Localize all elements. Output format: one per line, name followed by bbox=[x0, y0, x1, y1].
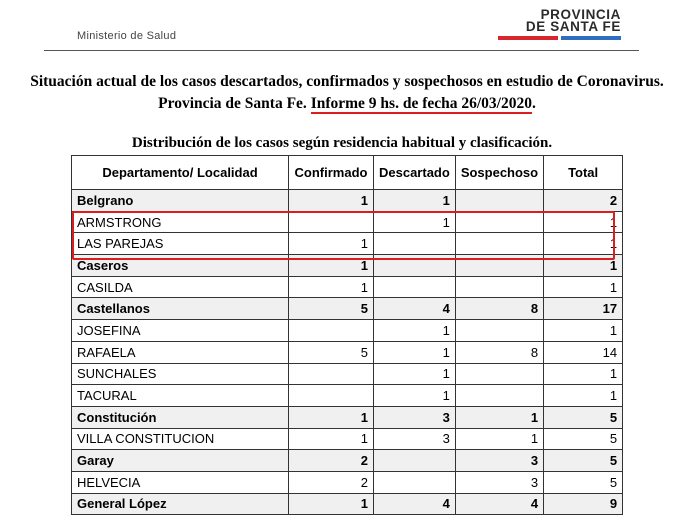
cell-name: ARMSTRONG bbox=[72, 211, 289, 233]
table-subtitle: Distribución de los casos según residencia habitual y clasificación. bbox=[131, 135, 553, 151]
cell-value: 2 bbox=[289, 471, 374, 493]
locality-row bbox=[72, 211, 623, 233]
title-line2 bbox=[0, 93, 694, 115]
province-logo bbox=[496, 9, 621, 40]
locality-row bbox=[72, 428, 623, 450]
cell-value bbox=[455, 363, 543, 385]
cell-value bbox=[289, 320, 374, 342]
cell-value: 1 bbox=[455, 428, 543, 450]
cell-value: 8 bbox=[455, 298, 543, 320]
cell-name: Belgrano bbox=[72, 190, 289, 212]
cell-name: Castellanos bbox=[72, 298, 289, 320]
header-divider bbox=[44, 50, 639, 51]
cell-name: General López bbox=[72, 493, 289, 515]
cell-value: 14 bbox=[544, 341, 623, 363]
cell-value bbox=[455, 233, 543, 255]
cell-value: 1 bbox=[289, 233, 374, 255]
cell-value bbox=[455, 320, 543, 342]
cell-value: 3 bbox=[374, 428, 456, 450]
cell-value bbox=[455, 385, 543, 407]
cell-name: SUNCHALES bbox=[72, 363, 289, 385]
title-line1: Situación actual de los casos descartados, confirmados y sospechosos en estudio de Coronavirus. bbox=[30, 73, 664, 90]
cell-value: 1 bbox=[544, 276, 623, 298]
cell-value bbox=[455, 211, 543, 233]
cell-value: 1 bbox=[289, 428, 374, 450]
cell-value: 5 bbox=[544, 471, 623, 493]
cell-name: VILLA CONSTITUCION bbox=[72, 428, 289, 450]
cell-value: 1 bbox=[544, 233, 623, 255]
cell-name: HELVECIA bbox=[72, 471, 289, 493]
cell-value bbox=[374, 233, 456, 255]
cell-name: LAS PAREJAS bbox=[72, 233, 289, 255]
department-row bbox=[72, 450, 623, 472]
locality-row bbox=[72, 363, 623, 385]
cell-value bbox=[455, 255, 543, 277]
cell-value bbox=[289, 363, 374, 385]
province-flag-icon bbox=[496, 36, 621, 40]
cell-value: 1 bbox=[374, 190, 456, 212]
cell-value: 4 bbox=[455, 493, 543, 515]
department-row bbox=[72, 493, 623, 515]
cell-value: 1 bbox=[374, 341, 456, 363]
department-row bbox=[72, 190, 623, 212]
col-header-locality: Departamento/ Localidad bbox=[72, 156, 289, 190]
cell-value bbox=[374, 471, 456, 493]
cell-value: 2 bbox=[544, 190, 623, 212]
cell-value bbox=[374, 450, 456, 472]
locality-row bbox=[72, 276, 623, 298]
cell-value: 4 bbox=[374, 493, 456, 515]
cell-value bbox=[289, 385, 374, 407]
cell-value bbox=[455, 276, 543, 298]
cell-value: 1 bbox=[544, 363, 623, 385]
cell-value: 3 bbox=[455, 450, 543, 472]
cell-value: 1 bbox=[289, 255, 374, 277]
cell-name: Constitución bbox=[72, 406, 289, 428]
cell-name: Garay bbox=[72, 450, 289, 472]
ministry-label: Ministerio de Salud bbox=[77, 30, 177, 42]
cell-value: 5 bbox=[544, 450, 623, 472]
title-line2-prefix: Provincia de Santa Fe. bbox=[158, 95, 311, 112]
cell-value: 5 bbox=[544, 428, 623, 450]
province-logo-line1: PROVINCIA bbox=[540, 7, 621, 22]
col-header-discarded: Descartado bbox=[374, 156, 456, 190]
locality-row bbox=[72, 385, 623, 407]
cell-value: 1 bbox=[544, 320, 623, 342]
table-header-row bbox=[72, 156, 623, 190]
cell-value: 9 bbox=[544, 493, 623, 515]
locality-row bbox=[72, 320, 623, 342]
cell-value: 4 bbox=[374, 298, 456, 320]
cell-name: TACURAL bbox=[72, 385, 289, 407]
report-date-highlight: Informe 9 hs. de fecha 26/03/2020 bbox=[310, 95, 532, 112]
cell-value: 1 bbox=[374, 363, 456, 385]
title-line2-suffix: . bbox=[531, 95, 536, 112]
cell-value: 5 bbox=[544, 406, 623, 428]
cell-name: JOSEFINA bbox=[72, 320, 289, 342]
cell-value: 1 bbox=[374, 211, 456, 233]
cell-value: 3 bbox=[374, 406, 456, 428]
department-row bbox=[72, 255, 623, 277]
cell-value: 1 bbox=[544, 255, 623, 277]
cell-value: 8 bbox=[455, 341, 543, 363]
cell-value: 5 bbox=[289, 341, 374, 363]
cell-value: 1 bbox=[374, 320, 456, 342]
cell-value: 2 bbox=[289, 450, 374, 472]
cell-value: 1 bbox=[289, 406, 374, 428]
col-header-confirmed: Confirmado bbox=[289, 156, 374, 190]
cell-value bbox=[455, 190, 543, 212]
cell-value bbox=[374, 255, 456, 277]
province-logo-line2: DE SANTA FE bbox=[525, 19, 621, 34]
locality-row bbox=[72, 233, 623, 255]
cell-value: 1 bbox=[374, 385, 456, 407]
cases-table bbox=[71, 155, 623, 515]
cell-value: 1 bbox=[289, 276, 374, 298]
cell-value: 1 bbox=[289, 493, 374, 515]
department-row bbox=[72, 298, 623, 320]
cell-value: 3 bbox=[455, 471, 543, 493]
locality-row bbox=[72, 341, 623, 363]
cell-name: RAFAELA bbox=[72, 341, 289, 363]
department-row bbox=[72, 406, 623, 428]
cell-name: CASILDA bbox=[72, 276, 289, 298]
col-header-suspected: Sospechoso bbox=[455, 156, 543, 190]
cell-value bbox=[374, 276, 456, 298]
cell-value bbox=[289, 211, 374, 233]
cell-name: Caseros bbox=[72, 255, 289, 277]
table-body bbox=[72, 190, 623, 515]
cell-value: 1 bbox=[455, 406, 543, 428]
document-title bbox=[0, 71, 694, 115]
cell-value: 1 bbox=[289, 190, 374, 212]
cell-value: 1 bbox=[544, 211, 623, 233]
col-header-total: Total bbox=[544, 156, 623, 190]
cell-value: 17 bbox=[544, 298, 623, 320]
locality-row bbox=[72, 471, 623, 493]
cell-value: 5 bbox=[289, 298, 374, 320]
cell-value: 1 bbox=[544, 385, 623, 407]
